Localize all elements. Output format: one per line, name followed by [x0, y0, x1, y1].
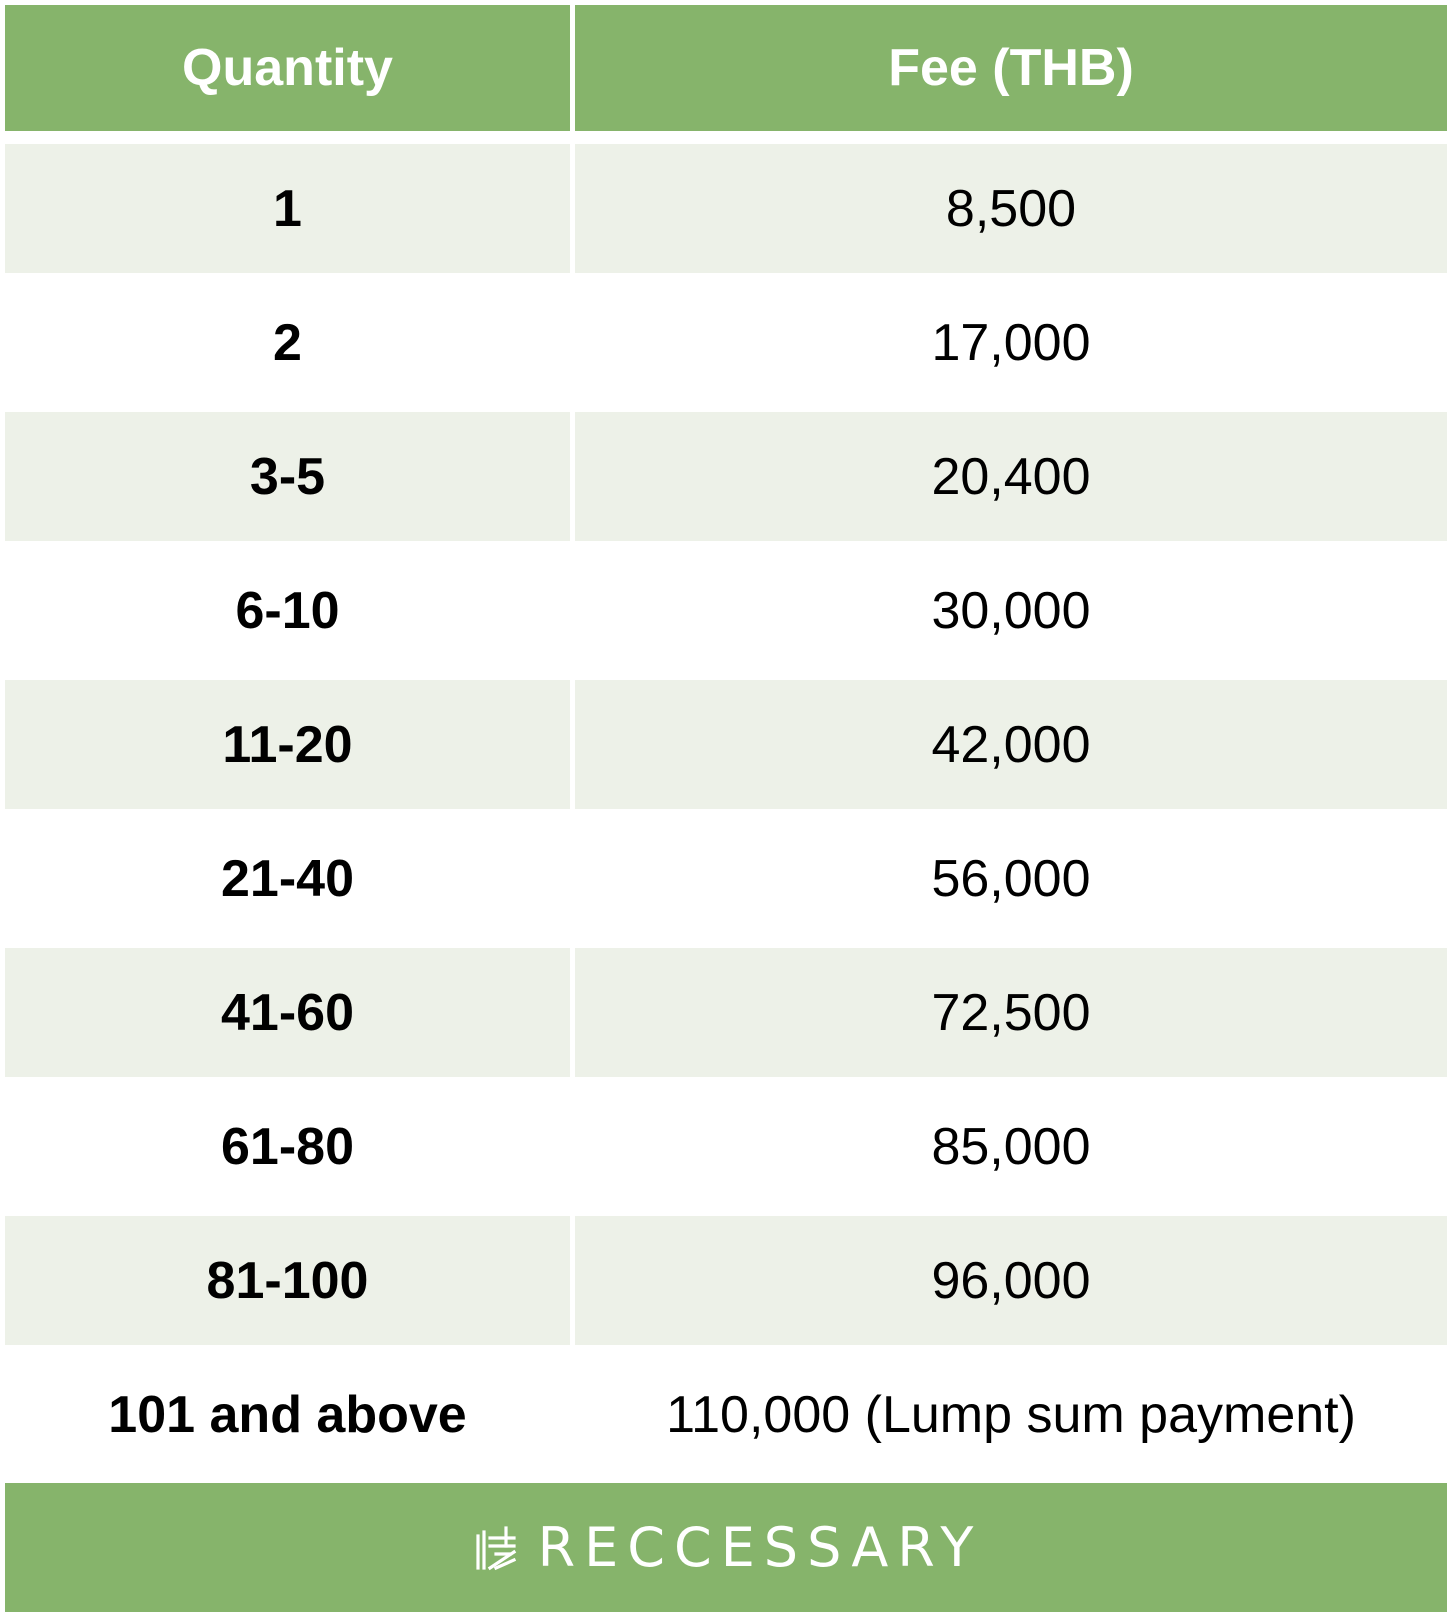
fee-cell: 17,000: [931, 313, 1091, 372]
table-row: [5, 546, 1447, 675]
fee-cell: 96,000: [575, 1216, 1447, 1345]
table-row: [5, 144, 1447, 273]
brand-name: RECCESSARY: [537, 1516, 983, 1579]
fee-cell: 30,000: [931, 581, 1091, 640]
quantity-cell: 41-60: [5, 948, 570, 1077]
fee-cell: 8,500: [575, 144, 1447, 273]
table-row: [5, 814, 1447, 943]
quantity-cell: 1: [5, 144, 570, 273]
table-row: [5, 412, 1447, 541]
quantity-cell: 11-20: [5, 680, 570, 809]
fee-cell: 56,000: [931, 849, 1091, 908]
fee-table: [5, 5, 1447, 1479]
quantity-cell: 21-40: [221, 849, 354, 908]
fee-cell: 42,000: [575, 680, 1447, 809]
table-row: [5, 680, 1447, 809]
table-row: [5, 948, 1447, 1077]
table-row: [5, 1082, 1447, 1211]
reccessary-logo-icon: [470, 1524, 518, 1572]
footer-banner: [5, 1483, 1447, 1612]
fee-cell: 85,000: [931, 1117, 1091, 1176]
quantity-cell: 3-5: [5, 412, 570, 541]
quantity-cell: 6-10: [235, 581, 340, 640]
table-row: [5, 1216, 1447, 1345]
fee-cell: 72,500: [575, 948, 1447, 1077]
quantity-cell: 101 and above: [108, 1385, 467, 1444]
quantity-cell: 2: [273, 313, 302, 372]
quantity-header: Quantity: [5, 5, 570, 131]
table-header-row: [5, 5, 1447, 131]
quantity-cell: 61-80: [221, 1117, 354, 1176]
table-row: [5, 278, 1447, 407]
brand-logo: [470, 1516, 983, 1579]
table-row: [5, 1350, 1447, 1479]
fee-header: Fee (THB): [575, 5, 1447, 131]
fee-cell: 20,400: [575, 412, 1447, 541]
fee-cell: 110,000 (Lump sum payment): [666, 1385, 1356, 1444]
quantity-cell: 81-100: [5, 1216, 570, 1345]
